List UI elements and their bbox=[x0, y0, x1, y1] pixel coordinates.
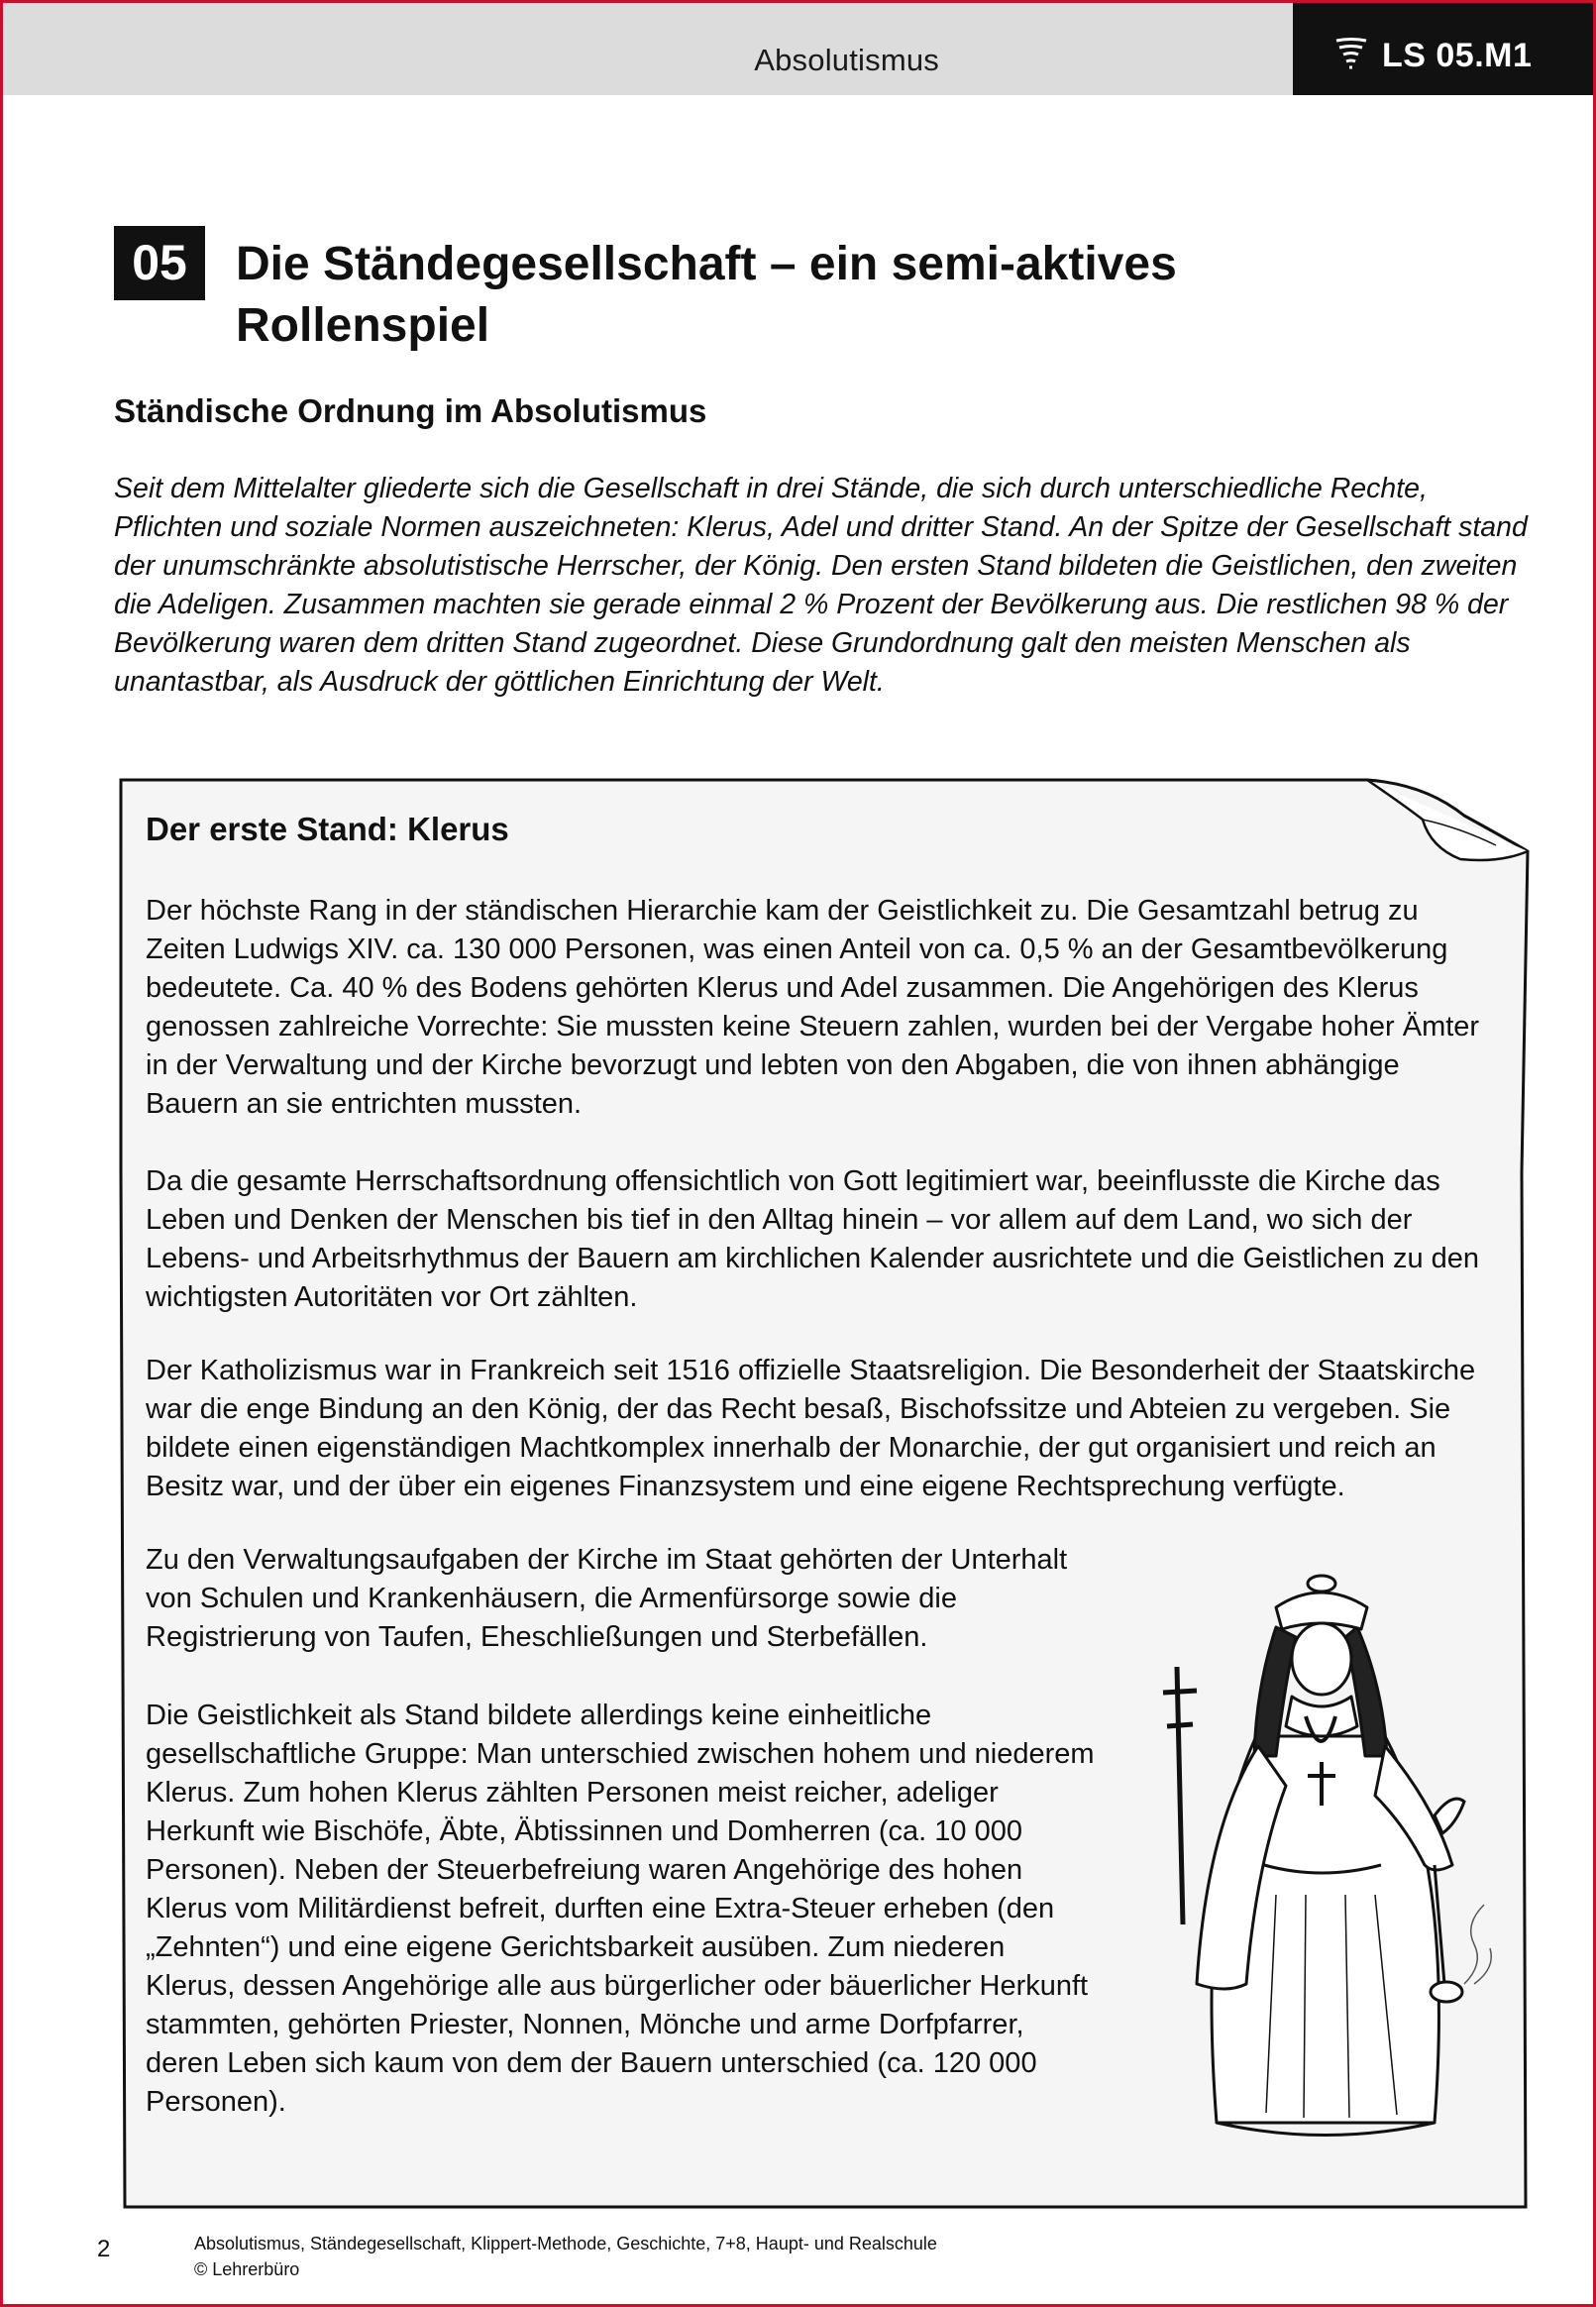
box-paragraph-2: Da die gesamte Herrschaftsordnung offensichtlich von Gott legitimiert war, beeinflusste die Kirche das Leben und Denken der Menschen bis tief in den Alltag hinein – vor allem auf dem Land, wo sich der Lebens- und Arbeitsrhythmus der Bauern am kirchlichen Kalender ausrichtete und die Geistlichen zu den wichtigsten Autoritäten vor Ort zählten. bbox=[146, 1165, 1480, 1313]
section-heading: Ständische Ordnung im Absolutismus bbox=[114, 392, 707, 429]
clergyman-illustration bbox=[1137, 1568, 1514, 2152]
header-code: LS 05.M1 bbox=[1382, 37, 1533, 74]
header-topic: Absolutismus bbox=[754, 43, 939, 77]
page-title bbox=[236, 234, 1326, 357]
header-code-box bbox=[1293, 3, 1593, 95]
header-bar bbox=[3, 3, 1296, 95]
footer-description: Absolutismus, Ständegesellschaft, Klippert-Methode, Geschichte, 7+8, Haupt- und Realschule bbox=[194, 2234, 937, 2253]
page-title-line-2: Rollenspiel bbox=[236, 299, 490, 352]
box-heading: Der erste Stand: Klerus bbox=[146, 811, 509, 847]
tornado-icon bbox=[1334, 37, 1368, 70]
box-paragraph-5: Die Geistlichkeit als Stand bildete allerdings keine einheitliche gesellschaftliche Gruppe: Man unterschied zwischen hohem und niederem Klerus. Zum hohen Klerus zählten Personen meist reicher, adeliger Herkunft wie Bischöfe, Äbte, Äbtissinnen und Domherren (ca. 10 000 Personen). Neben der Steuerbefreiung waren Angehörige des hohen Klerus vom Militärdienst befreit, durften eine Extra-Steuer erheben (den „Zehnten“) und eine eigene Gerichtsbarkeit ausüben. Zum niederen Klerus, dessen Angehörige alle aus bürgerlicher oder bäuerlicher Herkunft stammten, gehörten Priester, Nonnen, Mönche und arme Dorfpfarrer, deren Leben sich kaum von dem der Bauern unterschied (ca. 120 000 Personen). bbox=[146, 1700, 1095, 2118]
intro-paragraph: Seit dem Mittelalter gliederte sich die Gesellschaft in drei Stände, die sich durch unterschiedliche Rechte, Pflichten und soziale Normen auszeichneten: Klerus, Adel und dritter Stand. An der Spitze der Gesellschaft stand der unumschränkte absolutistische Herrscher, der König. Den ersten Stand bildeten die Geistlichen, den zweiten die Adeligen. Zusammen machten sie gerade einmal 2 % Prozent der Bevölkerung aus. Die restlichen 98 % der Bevölkerung waren dem dritten Stand zugeordnet. Diese Grundordnung galt den meisten Menschen als unantastbar, als Ausdruck der göttlichen Einrichtung der Welt. bbox=[114, 473, 1528, 698]
box-paragraph-4: Zu den Verwaltungsaufgaben der Kirche im Staat gehörten der Unterhalt von Schulen und Krankenhäusern, die Armenfürsorge sowie die Registrierung von Taufen, Eheschließungen und Sterbefällen. bbox=[146, 1544, 1068, 1653]
chapter-number-badge: 05 bbox=[114, 226, 205, 300]
box-paragraph-1: Der höchste Rang in der ständischen Hierarchie kam der Geistlichkeit zu. Die Gesamtzahl betrug zu Zeiten Ludwigs XIV. ca. 130 000 Personen, was einen Anteil von ca. 0,5 % an der Gesamtbevölkerung bedeutete. Ca. 40 % des Bodens gehörten Klerus und Adel zusammen. Die Angehörigen des Klerus genossen zahlreiche Vorrechte: Sie mussten keine Steuern zahlen, wurden bei der Vergabe hoher Ämter in der Verwaltung und der Kirche bevorzugt und lebten von den Abgaben, die von ihnen abhängige Bauern an sie entrichten mussten. bbox=[146, 895, 1480, 1120]
footer-copyright: © Lehrerbüro bbox=[194, 2259, 300, 2279]
box-paragraph-3: Der Katholizismus war in Frankreich seit 1516 offizielle Staatsreligion. Die Besonderheit der Staatskirche war die enge Bindung an den König, der das Recht besaß, Bischofssitze und Abteien zu vergeben. Sie bildete einen eigenständigen Machtkomplex innerhalb der Monarchie, der gut organisiert und reich an Besitz war, und der über ein eigenes Finanzsystem und eine eigene Rechtsprechung verfügte. bbox=[146, 1355, 1476, 1502]
page-number: 2 bbox=[97, 2236, 111, 2262]
page-title-line-1: Die Ständegesellschaft – ein semi-aktives bbox=[236, 238, 1177, 290]
